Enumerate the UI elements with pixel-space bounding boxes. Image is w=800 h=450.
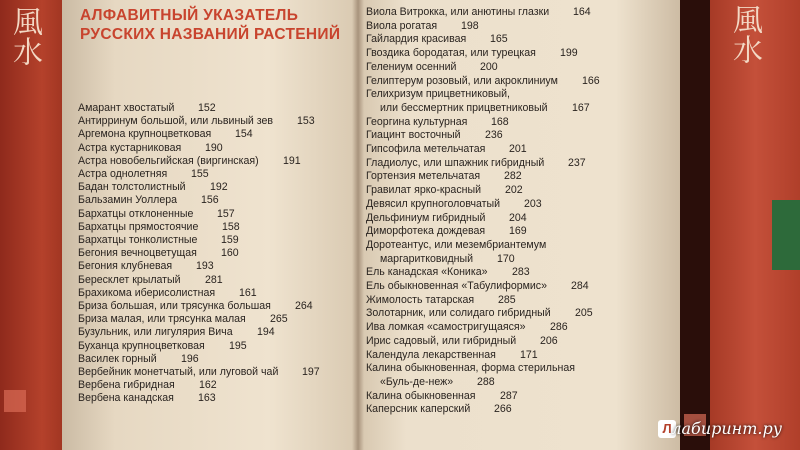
entry-name: Калина обыкновенная, форма стерильная (366, 362, 575, 375)
entry-name: маргаритковидный (380, 252, 474, 265)
index-entry (366, 403, 512, 416)
entry-name: Жимолость татарская (366, 293, 475, 306)
entry-page-number: 237 (568, 156, 586, 169)
index-entry (78, 194, 219, 207)
entry-name: Бриза малая, или трясунка малая (78, 313, 246, 326)
entry-page-number: 156 (201, 194, 219, 207)
entry-name: Вербена гибридная (78, 379, 175, 392)
entry-page-number: 169 (509, 225, 527, 238)
index-entry (366, 33, 508, 46)
entry-name: или бессмертник прицветниковый (380, 101, 548, 114)
entry-page-number: 236 (485, 129, 503, 142)
entry-page-number: 153 (297, 115, 315, 128)
entry-name: Гипсофила метельчатая (366, 143, 486, 155)
entry-name: Астра кустарниковая (78, 141, 182, 154)
entry-page-number: 168 (491, 115, 509, 128)
entry-page-number: 204 (509, 211, 527, 224)
index-entry (78, 115, 315, 128)
entry-name: «Буль-де-неж» (380, 375, 454, 388)
entry-name: Золотарник, или солидаго гибридный (366, 307, 551, 320)
entry-name: Гортензия метельчатая (366, 170, 481, 183)
cover-glyph-left: 風水 (7, 6, 42, 66)
index-entry (78, 300, 313, 312)
entry-page-number: 162 (199, 379, 217, 392)
index-entry (78, 366, 320, 378)
entry-name: Виола рогатая (366, 19, 438, 32)
index-entry (78, 141, 223, 154)
entry-page-number: 206 (540, 334, 558, 347)
index-entry (366, 307, 593, 320)
watermark-text: лабиринт.ру (671, 419, 782, 438)
index-entry (380, 375, 495, 388)
entry-name: Амарант хвостатый (78, 102, 175, 114)
entry-page-number: 191 (283, 154, 301, 167)
entry-name: Гладиолус, или шпажник гибридный (366, 156, 545, 169)
entry-name: Вербена канадская (78, 392, 174, 405)
index-entry (366, 6, 591, 18)
entry-name: Вербейник монетчатый, или луговой чай (78, 366, 279, 378)
entry-name: Антирринум большой, или львиный зев (78, 115, 274, 128)
index-entry (78, 352, 199, 365)
index-title-line2: РУССКИХ НАЗВАНИЙ РАСТЕНИЙ (80, 26, 341, 43)
book-gutter (352, 0, 364, 450)
entry-page-number: 198 (461, 19, 479, 32)
entry-name: Бархатцы отклоненные (78, 207, 194, 220)
entry-page-number: 199 (560, 47, 578, 60)
entry-page-number: 196 (181, 352, 199, 365)
cover-green-strip (772, 200, 800, 270)
index-entry (366, 19, 479, 32)
entry-name: Василек горный (78, 352, 157, 365)
index-entry (78, 273, 223, 286)
entry-page-number: 288 (477, 375, 495, 388)
entry-page-number: 155 (191, 168, 209, 180)
entry-name: Бузульник, или лигулярия Вича (78, 326, 233, 339)
entry-name: Астра новобельгийская (виргинская) (78, 154, 259, 167)
index-entry (366, 239, 546, 251)
entry-page-number: 167 (572, 101, 590, 114)
entry-name: Ель канадская «Коника» (366, 266, 488, 279)
home-icon (4, 390, 26, 412)
entry-page-number: 205 (575, 307, 593, 320)
index-entry (78, 220, 240, 233)
index-entry (366, 170, 522, 183)
entry-page-number: 285 (498, 293, 516, 306)
entry-name: Георгина культурная (366, 115, 468, 128)
entry-name: Дельфиниум гибридный (366, 211, 486, 224)
index-entry (366, 88, 510, 100)
index-entry (78, 128, 253, 141)
index-entry (366, 293, 516, 306)
entry-name: Бархатцы тонколистные (78, 234, 198, 246)
index-entry (78, 313, 288, 326)
entry-name: Буханца крупноцветковая (78, 339, 205, 352)
entry-page-number: 192 (210, 181, 228, 194)
entry-page-number: 265 (270, 313, 288, 326)
index-entry (366, 115, 509, 128)
entry-page-number: 264 (295, 300, 313, 312)
index-entry (366, 197, 542, 210)
entry-name: Диморфотека дождевая (366, 225, 486, 238)
entry-page-number: 287 (500, 389, 518, 402)
entry-page-number: 286 (550, 321, 568, 334)
entry-name: Бересклет крылатый (78, 273, 181, 286)
index-entry (366, 334, 558, 347)
entry-name: Гелихризум прицветниковый, (366, 88, 510, 101)
entry-page-number: 194 (257, 326, 275, 339)
index-entry (366, 389, 518, 402)
entry-page-number: 193 (196, 260, 214, 273)
entry-name: Доротеантус, или мезембриантемум (366, 238, 547, 251)
entry-name: Бархатцы прямостоячие (78, 220, 199, 233)
index-entry (78, 207, 235, 220)
index-entry (366, 225, 527, 238)
index-entry (78, 234, 239, 246)
entry-name: Бадан толстолистный (78, 181, 186, 194)
entry-page-number: 165 (490, 33, 508, 46)
index-entry (366, 60, 498, 73)
entry-page-number: 197 (302, 366, 320, 378)
entry-page-number: 154 (235, 128, 253, 141)
entry-name: Гайлардия красивая (366, 33, 467, 46)
index-entry (366, 348, 538, 361)
entry-page-number: 170 (497, 252, 515, 265)
entry-name: Гиацинт восточный (366, 129, 461, 142)
index-entry (366, 321, 568, 334)
index-title (80, 6, 340, 44)
entry-page-number: 161 (239, 286, 257, 299)
book-cover-left (0, 0, 70, 450)
index-entry (366, 129, 503, 142)
entry-name: Бальзамин Уоллера (78, 194, 178, 207)
entry-name: Бегония вечноцветущая (78, 247, 197, 260)
index-entry (380, 101, 590, 114)
entry-name: Календула лекарственная (366, 348, 496, 361)
entry-page-number: 152 (198, 102, 216, 114)
entry-page-number: 200 (480, 60, 498, 73)
entry-name: Гвоздика бородатая, или турецкая (366, 47, 536, 60)
entry-page-number: 163 (198, 392, 216, 405)
entry-name: Бегония клубневая (78, 260, 173, 273)
index-entry (78, 181, 228, 194)
entry-page-number: 164 (573, 6, 591, 18)
right-page (358, 0, 680, 450)
index-entry (366, 74, 600, 87)
entry-name: Виола Витрокка, или анютины глазки (366, 6, 550, 18)
entry-page-number: 159 (221, 234, 239, 246)
entry-page-number: 171 (520, 348, 538, 361)
entry-name: Ирис садовый, или гибридный (366, 334, 517, 347)
entry-name: Астра однолетняя (78, 168, 168, 180)
entry-page-number: 266 (494, 403, 512, 416)
index-entry (366, 280, 589, 292)
index-entry (366, 156, 586, 169)
entry-name: Гелиптерум розовый, или акроклиниум (366, 74, 558, 87)
index-entry (78, 326, 275, 339)
index-entry (78, 154, 301, 167)
index-entry (366, 266, 530, 279)
index-entry (366, 184, 523, 197)
entry-name: Аргемона крупноцветковая (78, 128, 212, 141)
entry-page-number: 203 (524, 197, 542, 210)
index-entry (78, 102, 216, 114)
index-title-line1: АЛФАВИТНЫЙ УКАЗАТЕЛЬ (80, 7, 299, 24)
index-entry (366, 143, 527, 155)
entry-page-number: 201 (509, 143, 527, 155)
index-entry (78, 168, 209, 180)
entry-name: Гравилат ярко-красный (366, 184, 482, 197)
watermark-logo: Л (658, 420, 676, 438)
entry-page-number: 282 (504, 170, 522, 183)
entry-page-number: 202 (505, 184, 523, 197)
entry-page-number: 158 (222, 220, 240, 233)
index-entry (366, 362, 575, 374)
entry-name: Гелениум осенний (366, 60, 457, 73)
index-entry (78, 379, 217, 392)
index-entry (78, 339, 247, 352)
index-entry (380, 252, 515, 265)
entry-page-number: 281 (205, 273, 223, 286)
entry-page-number: 190 (205, 141, 223, 154)
entry-name: Калина обыкновенная (366, 389, 476, 402)
index-entry (366, 211, 527, 224)
index-entry (78, 260, 214, 273)
entry-page-number: 166 (582, 74, 600, 87)
entry-page-number: 195 (229, 339, 247, 352)
entry-page-number: 283 (512, 266, 530, 279)
entry-name: Брахикома иберисолистная (78, 286, 216, 299)
entry-name: Девясил крупноголовчатый (366, 197, 501, 210)
entry-name: Ель обыкновенная «Табулиформис» (366, 280, 547, 292)
entry-page-number: 157 (217, 207, 235, 220)
index-entry (78, 247, 239, 260)
entry-name: Бриза большая, или трясунка большая (78, 300, 271, 312)
index-entry (366, 47, 578, 60)
entry-page-number: 284 (571, 280, 589, 292)
entry-name: Ива ломкая «самостригущаяся» (366, 321, 526, 334)
entry-page-number: 160 (221, 247, 239, 260)
cover-glyph-right: 風水 (727, 4, 762, 64)
index-entry (78, 286, 257, 299)
left-page (62, 0, 358, 450)
entry-name: Каперсник каперский (366, 403, 471, 416)
index-entry (78, 392, 216, 405)
